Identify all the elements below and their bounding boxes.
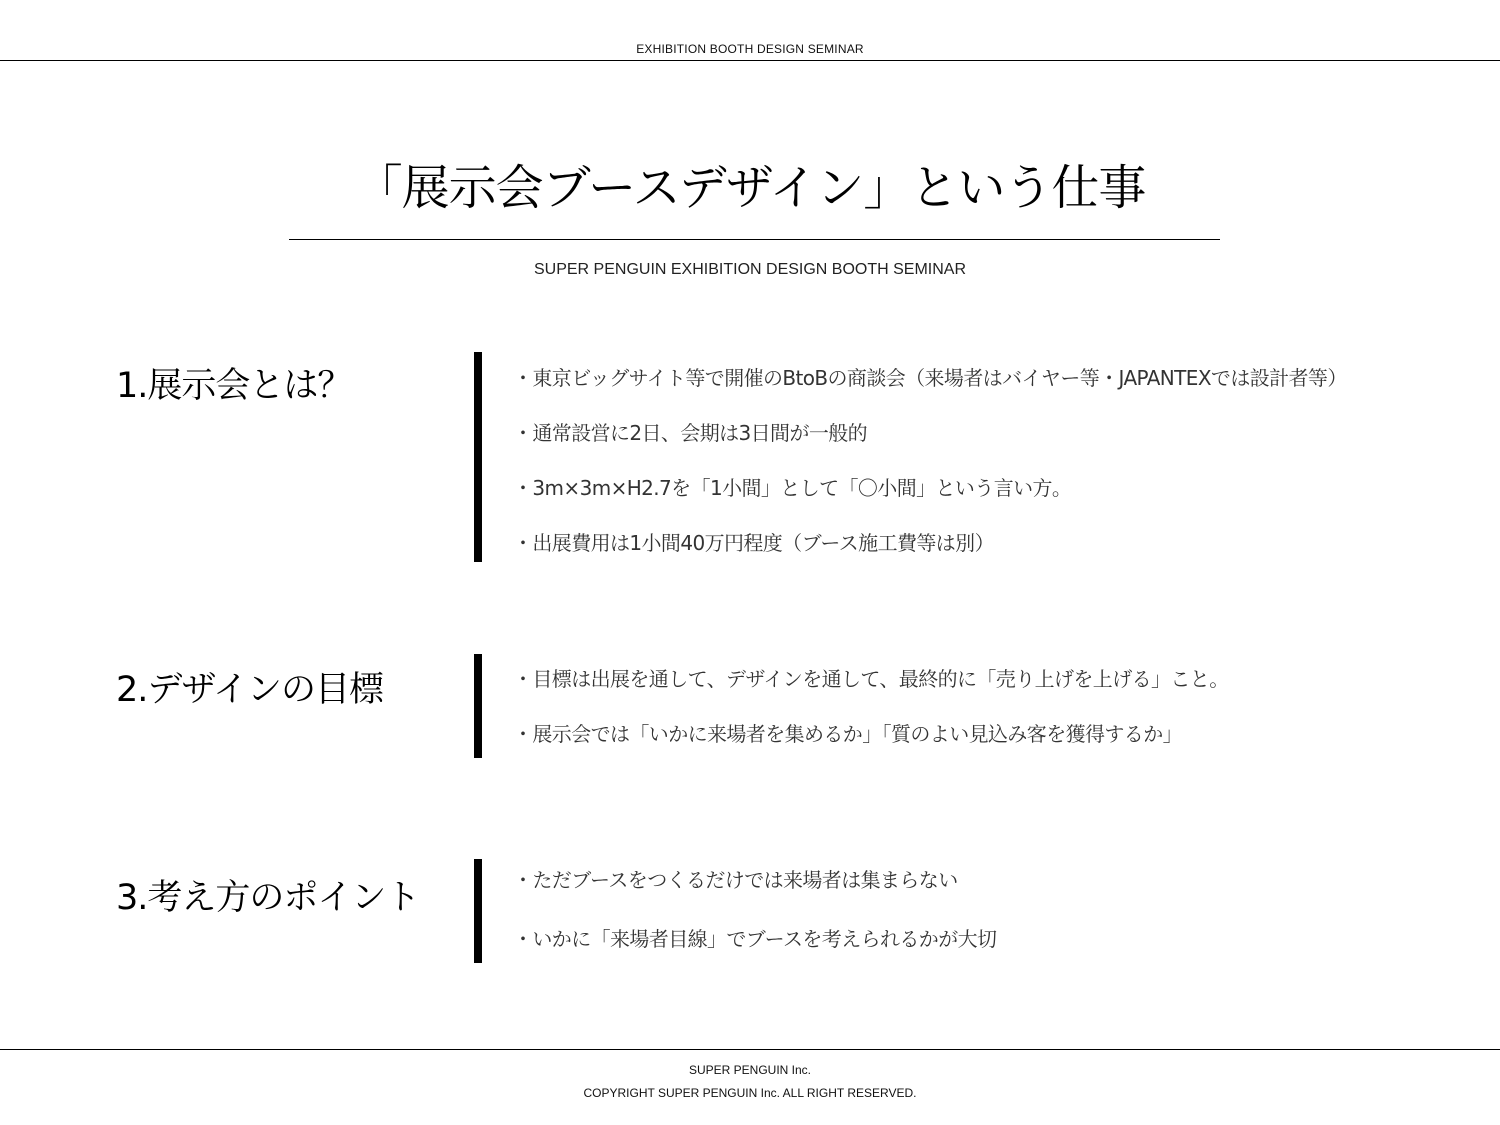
section-divider-bar	[474, 859, 482, 963]
section-heading: 3.考え方のポイント	[116, 878, 420, 918]
page-subtitle: SUPER PENGUIN EXHIBITION DESIGN BOOTH SEMINAR	[533, 261, 967, 278]
header-label: EXHIBITION BOOTH DESIGN SEMINAR	[636, 42, 864, 56]
page-title: 「展示会ブースデザイン」という仕事	[354, 160, 1146, 216]
list-item: ・3m×3m×H2.7を「1小間」として「〇小間」という言い方。	[513, 476, 1072, 500]
list-item: ・出展費用は1小間40万円程度（ブース施工費等は別）	[513, 531, 994, 555]
list-item: ・目標は出展を通して、デザインを通して、最終的に「売り上げを上げる」こと。	[513, 667, 1229, 691]
section-divider-bar	[474, 654, 482, 758]
section-heading: 2.デザインの目標	[116, 670, 383, 710]
list-item: ・いかに「来場者目線」でブースを考えられるかが大切	[513, 927, 997, 951]
list-item: ・ただブースをつくるだけでは来場者は集まらない	[513, 868, 958, 892]
footer-copyright: COPYRIGHT SUPER PENGUIN Inc. ALL RIGHT RESERVED.	[583, 1086, 917, 1100]
title-divider	[289, 239, 1220, 240]
list-item: ・通常設営に2日、会期は3日間が一般的	[513, 421, 868, 445]
footer-company: SUPER PENGUIN Inc.	[688, 1063, 812, 1077]
top-divider	[0, 60, 1500, 61]
list-item: ・東京ビッグサイト等で開催のBtoBの商談会（来場者はバイヤー等・JAPANTEXでは設計者等）	[513, 366, 1347, 390]
list-item: ・展示会では「いかに来場者を集めるか」「質のよい見込み客を獲得するか」	[513, 722, 1182, 746]
bottom-divider	[0, 1049, 1500, 1050]
section-divider-bar	[474, 352, 482, 562]
section-heading: 1.展示会とは？	[116, 366, 352, 406]
